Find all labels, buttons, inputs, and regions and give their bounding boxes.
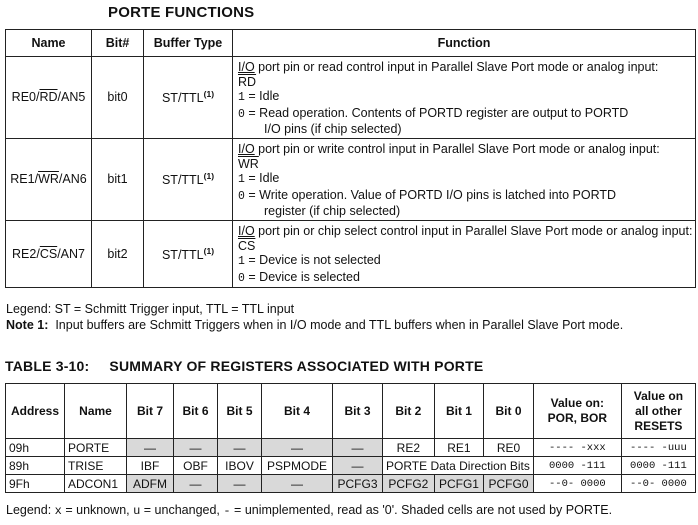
register-row-porte <box>6 439 696 457</box>
address: 89h <box>6 457 65 475</box>
bit5: — <box>218 439 262 457</box>
bit0: RE0 <box>484 439 534 457</box>
bit6: — <box>174 475 218 493</box>
bit-number: bit2 <box>92 220 144 287</box>
signal-name: $\overline{CS}$ <box>238 238 256 253</box>
summary-legend: Legend: x = unknown, u = unchanged, - = unimplemented, read as '0'. Shaded cells are not used by PORTE. <box>6 503 613 518</box>
bit0: PCFG0 <box>484 475 534 493</box>
pin-name: $RE1/\overline{WR}/AN6$ <box>6 138 92 220</box>
bit7: ADFM <box>127 475 174 493</box>
register-row-trise <box>6 457 696 475</box>
functions-header-row <box>6 30 696 57</box>
header-bit0: Bit 0 <box>484 384 534 439</box>
bit7: IBF <box>127 457 174 475</box>
header-bit2: Bit 2 <box>383 384 435 439</box>
address: 9Fh <box>6 475 65 493</box>
bit6: — <box>174 439 218 457</box>
register-name: PORTE <box>65 439 127 457</box>
header-other-resets: Value on all other RESETS <box>621 384 695 439</box>
bit3: — <box>333 457 383 475</box>
function-description: I/O port pin or chip select control input in Parallel Slave Port mode or analog input: $\overline{CS}$ 1 = Device is not selected 0 = Device is selected <box>233 220 696 287</box>
signal-name: $\overline{WR}$ <box>238 156 259 171</box>
porte-functions-table <box>5 29 696 288</box>
pin-name: $RE2/\overline{CS}/AN7$ <box>6 220 92 287</box>
buffer-type: ST/TTL$^{(1)}$ <box>144 220 233 287</box>
bit4: PSPMODE <box>262 457 333 475</box>
bit1: RE1 <box>434 439 484 457</box>
bit2: RE2 <box>383 439 435 457</box>
header-bit6: Bit 6 <box>174 384 218 439</box>
bit-number: bit1 <box>92 138 144 220</box>
header-address: Address <box>6 384 65 439</box>
buffer-type: ST/TTL$^{(1)}$ <box>144 57 233 139</box>
header-bit3: Bit 3 <box>333 384 383 439</box>
header-bit7: Bit 7 <box>127 384 174 439</box>
value-other-resets: --0- 0000 <box>621 475 695 493</box>
value-other-resets: ---- -uuu <box>621 439 695 457</box>
summary-table-title: TABLE 3-10: SUMMARY OF REGISTERS ASSOCIATED WITH PORTE <box>5 358 484 374</box>
functions-legend: Legend: ST = Schmitt Trigger input, TTL = TTL input <box>6 302 295 316</box>
porte-functions-title: PORTE FUNCTIONS <box>108 4 255 21</box>
function-row-re0 <box>6 57 696 139</box>
register-name: ADCON1 <box>65 475 127 493</box>
signal-name: $\overline{RD}$ <box>238 74 257 89</box>
register-name: TRISE <box>65 457 127 475</box>
value-por-bor: 0000 -111 <box>533 457 621 475</box>
buffer-type: ST/TTL$^{(1)}$ <box>144 138 233 220</box>
summary-header-row <box>6 384 696 439</box>
bit3: PCFG3 <box>333 475 383 493</box>
bit3: — <box>333 439 383 457</box>
bits-2-0: PORTE Data Direction Bits <box>383 457 534 475</box>
bit6: OBF <box>174 457 218 475</box>
bit7: — <box>127 439 174 457</box>
header-por-bor: Value on: POR, BOR <box>533 384 621 439</box>
functions-note: Note 1: Input buffers are Schmitt Triggers when in I/O mode and TTL buffers when in Parallel Slave Port mode. <box>6 318 624 332</box>
header-bit1: Bit 1 <box>434 384 484 439</box>
header-name: Name <box>6 30 92 57</box>
header-function: Function <box>233 30 696 57</box>
function-description: I/O port pin or read control input in Parallel Slave Port mode or analog input: $\overline{RD}$ 1 = Idle 0 = Read operation. Contents of PORTD register are output to PORTD I/O pins (if chip selected) <box>233 57 696 139</box>
header-bit4: Bit 4 <box>262 384 333 439</box>
bit4: — <box>262 439 333 457</box>
bit2: PCFG2 <box>383 475 435 493</box>
header-bit: Bit# <box>92 30 144 57</box>
bit5: IBOV <box>218 457 262 475</box>
porte-registers-summary-table <box>5 383 696 493</box>
bit5: — <box>218 475 262 493</box>
bit-number: bit0 <box>92 57 144 139</box>
value-por-bor: ---- -xxx <box>533 439 621 457</box>
function-row-re1 <box>6 138 696 220</box>
address: 09h <box>6 439 65 457</box>
pin-name: $RE0/\overline{RD}/AN5$ <box>6 57 92 139</box>
header-bit5: Bit 5 <box>218 384 262 439</box>
register-row-adcon1 <box>6 475 696 493</box>
header-name: Name <box>65 384 127 439</box>
function-description: I/O port pin or write control input in Parallel Slave Port mode or analog input: $\overline{WR}$ 1 = Idle 0 = Write operation. Value of PORTD I/O pins is latched into PORTD register (if chip selected) <box>233 138 696 220</box>
bit1: PCFG1 <box>434 475 484 493</box>
header-buffer-type: Buffer Type <box>144 30 233 57</box>
bit4: — <box>262 475 333 493</box>
value-other-resets: 0000 -111 <box>621 457 695 475</box>
function-row-re2 <box>6 220 696 287</box>
value-por-bor: --0- 0000 <box>533 475 621 493</box>
